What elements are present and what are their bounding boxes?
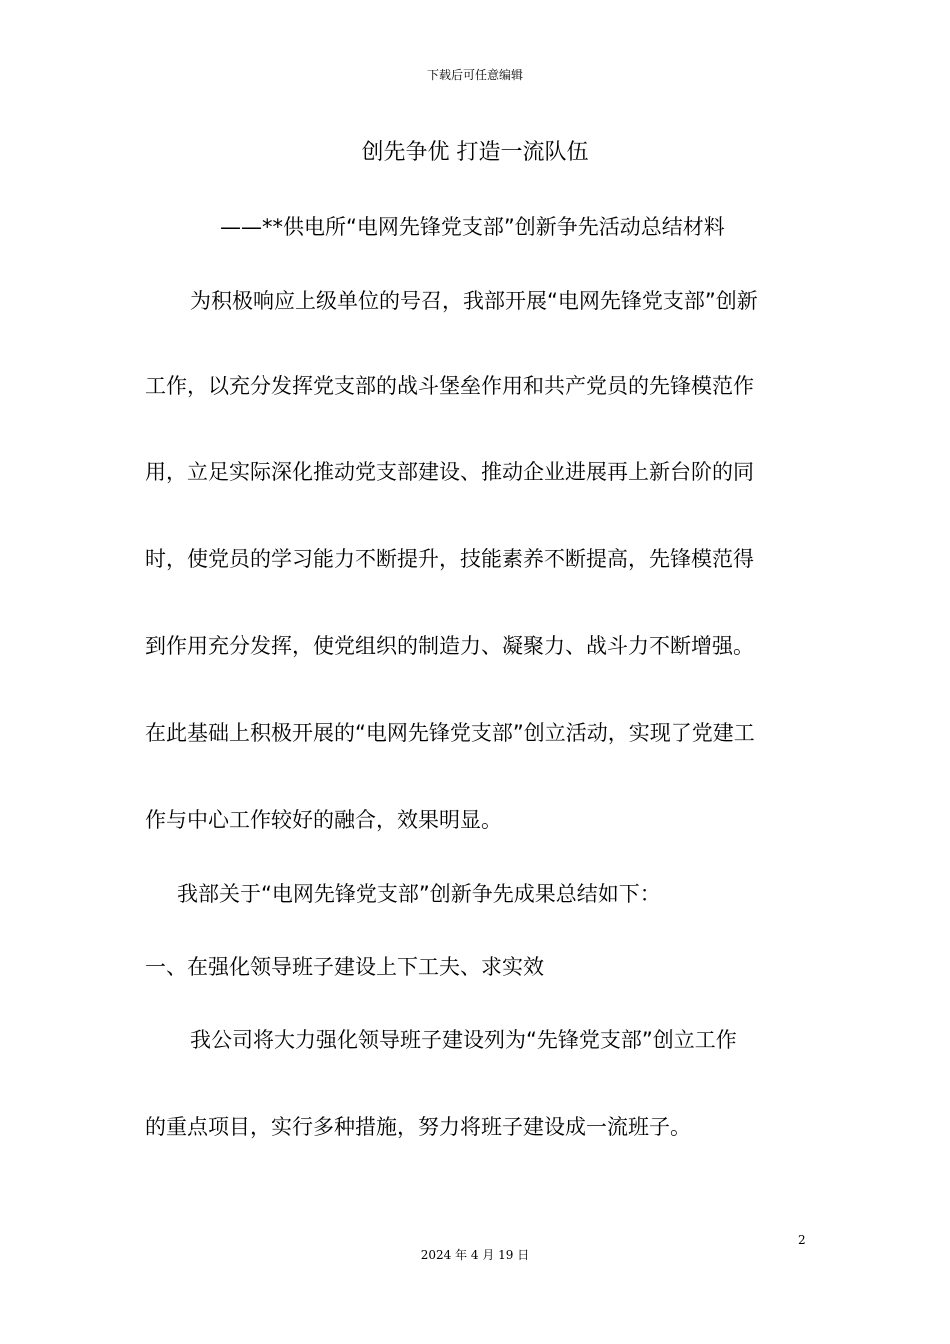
page-number: 2	[798, 1233, 806, 1247]
paragraph-line: 用，立足实际深化推动党支部建设、推动企业进展再上新台阶的同	[145, 460, 754, 484]
paragraph-line: 我公司将大力强化领导班子建设列为“先锋党支部”创立工作	[190, 1028, 737, 1052]
paragraph-line: 为积极响应上级单位的号召，我部开展“电网先锋党支部”创新	[190, 289, 758, 313]
section-heading: 一、在强化领导班子建设上下工夫、求实效	[145, 955, 544, 979]
document-subtitle: ——**供电所“电网先锋党支部”创新争先活动总结材料	[220, 215, 725, 239]
paragraph-line: 的重点项目，实行多种措施，努力将班子建设成一流班子。	[145, 1115, 691, 1139]
paragraph-line: 作与中心工作较好的融合，效果明显。	[145, 808, 502, 832]
paragraph-line: 在此基础上积极开展的“电网先锋党支部”创立活动，实现了党建工	[145, 721, 755, 745]
header-note: 下载后可任意编辑	[426, 68, 523, 82]
summary-intro: 我部关于“电网先锋党支部”创新争先成果总结如下：	[177, 882, 661, 906]
footer-date: 2024 年 4 月 19 日	[420, 1248, 530, 1262]
paragraph-line: 到作用充分发挥，使党组织的制造力、凝聚力、战斗力不断增强。	[145, 634, 754, 658]
document-title: 创先争优 打造一流队伍	[361, 140, 589, 165]
paragraph-line: 工作，以充分发挥党支部的战斗堡垒作用和共产党员的先锋模范作	[145, 374, 754, 398]
paragraph-line: 时，使党员的学习能力不断提升，技能素养不断提高，先锋模范得	[145, 547, 754, 571]
